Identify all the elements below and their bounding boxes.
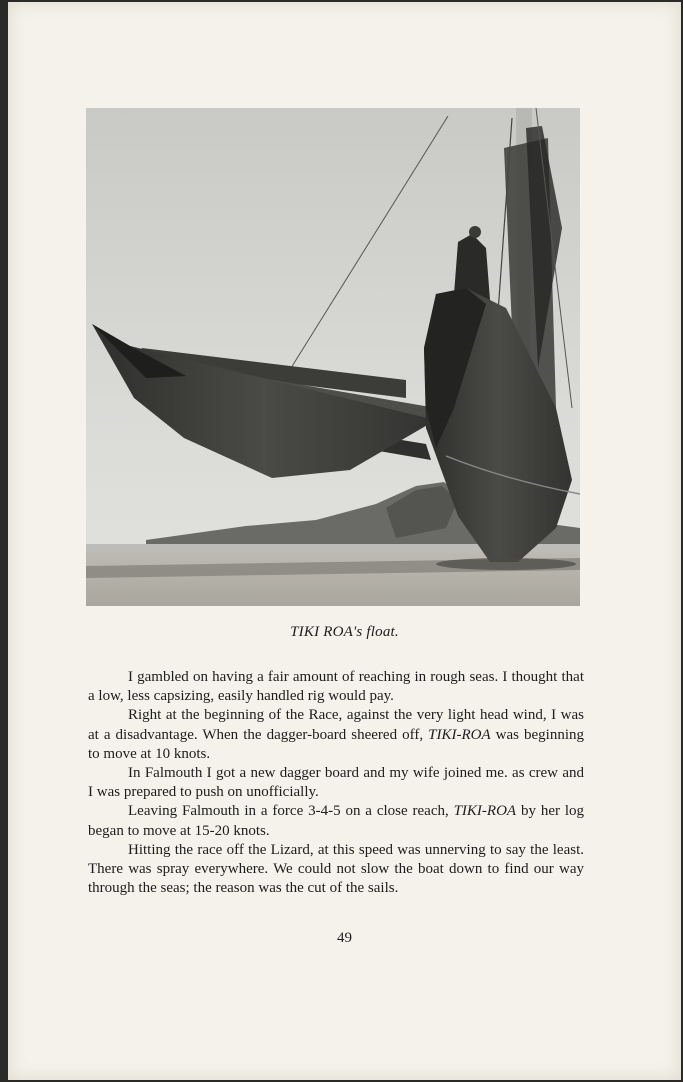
paragraph-4-text-c: by her log began to move at 15-20 knots. — [88, 803, 584, 839]
photo-caption — [8, 624, 681, 641]
body-text — [88, 668, 584, 898]
paragraph-2-text-c: was beginning to move at 10 knots. — [88, 726, 585, 762]
caption-suffix: 's float. — [353, 624, 399, 640]
paragraph-4-text-a: Leaving Falmouth in a force 3-4-5 on a close reach, — [128, 803, 454, 820]
paragraph-4 — [88, 802, 584, 840]
paragraph-2 — [88, 706, 584, 764]
paragraph-4-boat-name: TIKI-ROA — [453, 803, 517, 820]
paragraph-1: I gambled on having a fair amount of reaching in rough seas. I thought that a low, less capsizing, easily handled rig would pay. — [88, 669, 584, 705]
book-page — [8, 2, 681, 1080]
catamaran-photo — [86, 108, 580, 606]
caption-boat-name: TIKI ROA — [290, 624, 353, 640]
paragraph-2-text-a: Right at the beginning of the Race, against the very light head wind, I was at a disadvantage. When the dagger-board sheered off, — [88, 707, 584, 743]
paragraph-3: In Falmouth I got a new dagger board and my wife joined me. as crew and I was prepared to push on unofficially. — [88, 765, 584, 801]
paragraph-2-boat-name: TIKI-ROA — [428, 726, 491, 743]
paragraph-5: Hitting the race off the Lizard, at this speed was unnerving to say the least. There was spray everywhere. We could not slow the boat down to find our way through the seas; the reason was the cut of the sails. — [88, 841, 584, 897]
page-number: 49 — [337, 930, 352, 946]
